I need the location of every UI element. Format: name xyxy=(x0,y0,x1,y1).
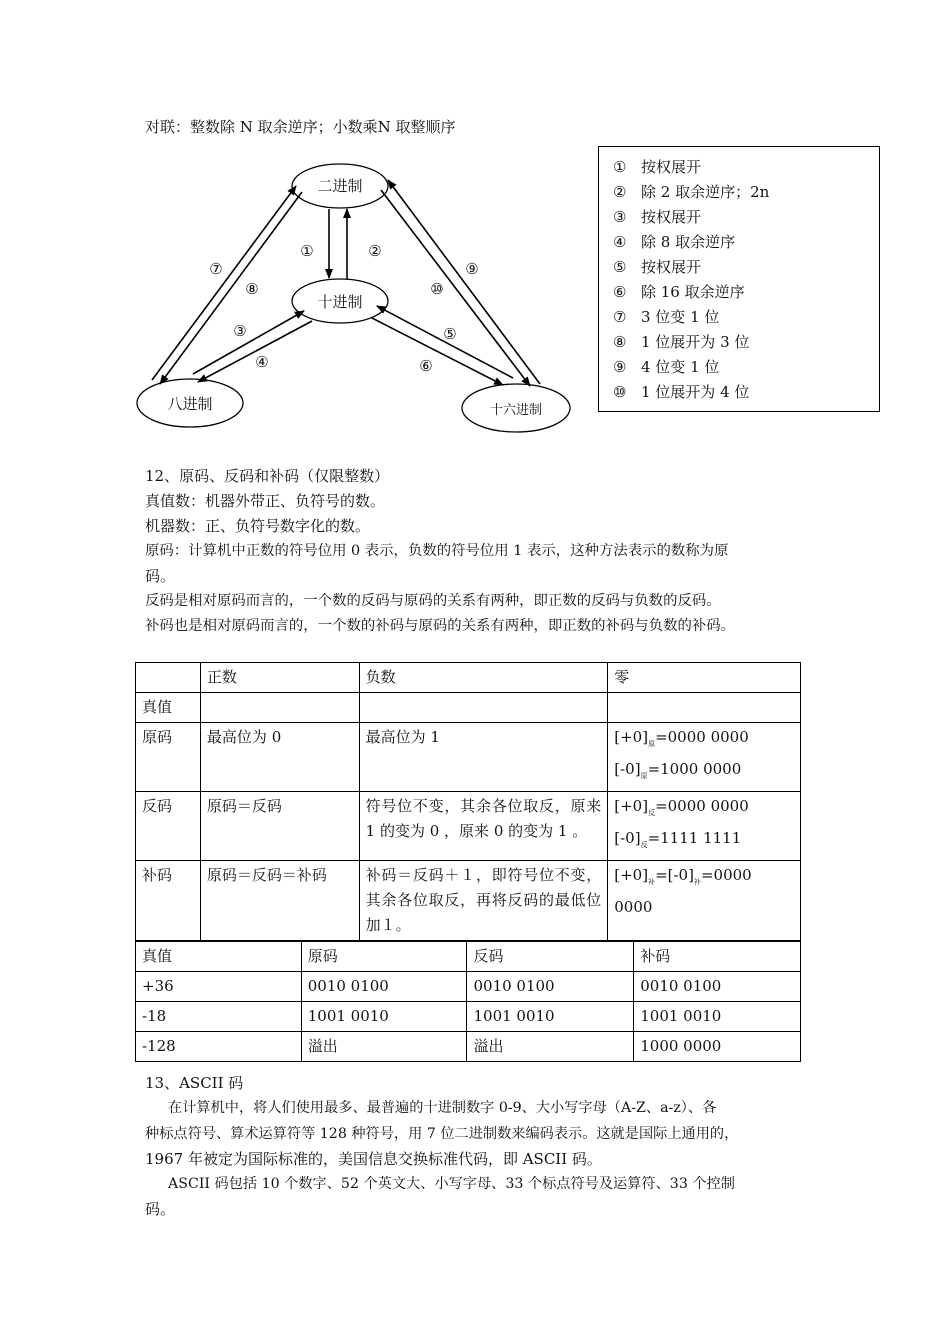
zero-line: $[+0]_反=0000$ 0000 xyxy=(614,797,749,817)
table-header-cell: 真值 xyxy=(136,942,302,972)
table-cell: 补码＝反码＋１，即符号位不变，其余各位取反，再将反码的最低位加１。 xyxy=(359,861,608,941)
legend-item: ⑨ 4 位变 1 位 xyxy=(613,358,720,376)
table-header-cell: 正数 xyxy=(200,663,359,693)
legend-item: ③ 按权展开 xyxy=(613,208,702,226)
legend-item: ① 按权展开 xyxy=(613,158,702,176)
table-cell: 最高位为 0 xyxy=(200,723,359,792)
arrow-4 xyxy=(198,321,312,382)
code-examples-table xyxy=(135,941,801,1062)
table-cell: 符号位不变，其余各位取反，原来 1 的变为 0 ，原来 0 的变为 1 。 xyxy=(359,792,608,861)
arrow-label-9: ⑨ xyxy=(465,260,479,278)
table-cell: 0010 0100 xyxy=(634,972,801,1002)
zero-line: $[-0]_反=1111$ 1111 xyxy=(614,829,742,849)
table-row xyxy=(136,1032,801,1062)
section12-line: 补码也是相对原码而言的，一个数的补码与原码的关系有两种，即正数的补码与负数的补码。 xyxy=(145,618,736,634)
arrow-label-6: ⑥ xyxy=(419,357,433,375)
node-decimal-label: 十进制 xyxy=(317,293,363,311)
arrow-label-10: ⑩ xyxy=(430,280,444,298)
legend-item: ⑤ 按权展开 xyxy=(613,258,702,276)
arrow-label-7: ⑦ xyxy=(209,260,223,278)
table-cell xyxy=(608,792,801,861)
node-octal-label: 八进制 xyxy=(167,395,213,413)
arrow-label-3: ③ xyxy=(233,322,247,340)
node-hex-label: 十六进制 xyxy=(489,403,543,418)
zero-line: $[+0]_补=[-0]_补=0000$ 0000 xyxy=(614,866,752,916)
section12-line: 码。 xyxy=(145,567,176,585)
table-cell xyxy=(608,693,801,723)
section13-line: 在计算机中，将人们使用最多、最普遍的十进制数字 0-9、大小写字母（A-Z、a-z）、各 xyxy=(168,1100,717,1116)
table-cell: 0010 0100 xyxy=(301,972,467,1002)
table-row xyxy=(136,1002,801,1032)
table-cell xyxy=(608,723,801,792)
arrow-label-2: ② xyxy=(368,242,382,260)
table-header-cell: 补码 xyxy=(634,942,801,972)
arrow-8 xyxy=(160,192,302,384)
node-binary-label: 二进制 xyxy=(317,177,363,195)
legend-item: ⑥ 除 16 取余逆序 xyxy=(613,283,745,301)
table-header-cell: 原码 xyxy=(301,942,467,972)
code-rules-table xyxy=(135,662,801,941)
table-row xyxy=(136,972,801,1002)
arrow-label-1: ① xyxy=(300,242,314,260)
section13-line: ASCII 码包括 10 个数字、52 个英文大、小写字母、33 个标点符号及运算符、33 个控制 xyxy=(168,1176,735,1192)
base-conversion-diagram xyxy=(130,150,590,440)
table-cell: +36 xyxy=(136,972,302,1002)
table-cell: 1001 0010 xyxy=(467,1002,634,1032)
table-header-cell: 零 xyxy=(608,663,801,693)
table-row xyxy=(136,792,801,861)
table-cell xyxy=(608,861,801,941)
arrow-7 xyxy=(152,186,296,380)
table-cell: 真值 xyxy=(136,693,201,723)
section12-line: 原码：计算机中正数的符号位用 0 表示，负数的符号位用 1 表示，这种方法表示的数称为原 xyxy=(145,543,729,559)
section13-line: 码。 xyxy=(145,1200,176,1218)
legend-item: ⑧ 1 位展开为 3 位 xyxy=(613,333,750,351)
table-row xyxy=(136,942,801,972)
arrow-label-8: ⑧ xyxy=(245,280,259,298)
table-cell: 原码 xyxy=(136,723,201,792)
table-cell xyxy=(359,693,608,723)
section13-heading: 13、ASCII 码 xyxy=(145,1074,244,1092)
legend-item: ⑩ 1 位展开为 4 位 xyxy=(613,383,750,401)
table-row xyxy=(136,861,801,941)
table-cell: 1000 0000 xyxy=(634,1032,801,1062)
section12-heading: 12、原码、反码和补码（仅限整数） xyxy=(145,467,390,485)
section12-line: 反码是相对原码而言的，一个数的反码与原码的关系有两种，即正数的反码与负数的反码。 xyxy=(145,593,721,609)
arrow-3 xyxy=(193,311,304,374)
table-header-cell xyxy=(136,663,201,693)
table-row xyxy=(136,693,801,723)
table-cell: 最高位为 1 xyxy=(359,723,608,792)
legend-item: ⑦ 3 位变 1 位 xyxy=(613,308,720,326)
section12-line: 机器数：正、负符号数字化的数。 xyxy=(145,517,371,535)
table-header-cell: 反码 xyxy=(467,942,634,972)
arrow-10 xyxy=(381,190,530,386)
table-cell: -128 xyxy=(136,1032,302,1062)
table-row xyxy=(136,723,801,792)
table-header-cell: 负数 xyxy=(359,663,608,693)
section13-line: 种标点符号、算术运算符等 128 种符号，用 7 位二进制数来编码表示。这就是国际上通用的， xyxy=(145,1126,739,1142)
couplet-line: 对联：整数除 N 取余逆序；小数乘N 取整顺序 xyxy=(145,118,456,136)
arrow-9 xyxy=(388,180,540,384)
table-row xyxy=(136,663,801,693)
table-cell: 反码 xyxy=(136,792,201,861)
section12-line: 真值数：机器外带正、负符号的数。 xyxy=(145,492,386,510)
legend-item: ④ 除 8 取余逆序 xyxy=(613,233,736,251)
table-cell: 1001 0010 xyxy=(301,1002,467,1032)
table-cell: 原码＝反码＝补码 xyxy=(200,861,359,941)
table-cell: 1001 0010 xyxy=(634,1002,801,1032)
legend-item: ② 除 2 取余逆序；2n xyxy=(613,183,770,201)
zero-line: $[-0]_原=1000$ 0000 xyxy=(614,760,742,780)
arrow-label-5: ⑤ xyxy=(443,325,457,343)
table-cell: 原码＝反码 xyxy=(200,792,359,861)
table-cell xyxy=(200,693,359,723)
table-cell: -18 xyxy=(136,1002,302,1032)
legend-box xyxy=(598,146,880,412)
arrow-6 xyxy=(372,318,503,385)
zero-line: $[+0]_原=0000$ 0000 xyxy=(614,728,749,748)
table-cell: 0010 0100 xyxy=(467,972,634,1002)
table-cell: 补码 xyxy=(136,861,201,941)
arrow-label-4: ④ xyxy=(255,353,269,371)
table-cell: 溢出 xyxy=(467,1032,634,1062)
section13-line: 1967 年被定为国际标准的，美国信息交换标准代码，即 ASCII 码。 xyxy=(145,1150,602,1168)
table-cell: 溢出 xyxy=(301,1032,467,1062)
